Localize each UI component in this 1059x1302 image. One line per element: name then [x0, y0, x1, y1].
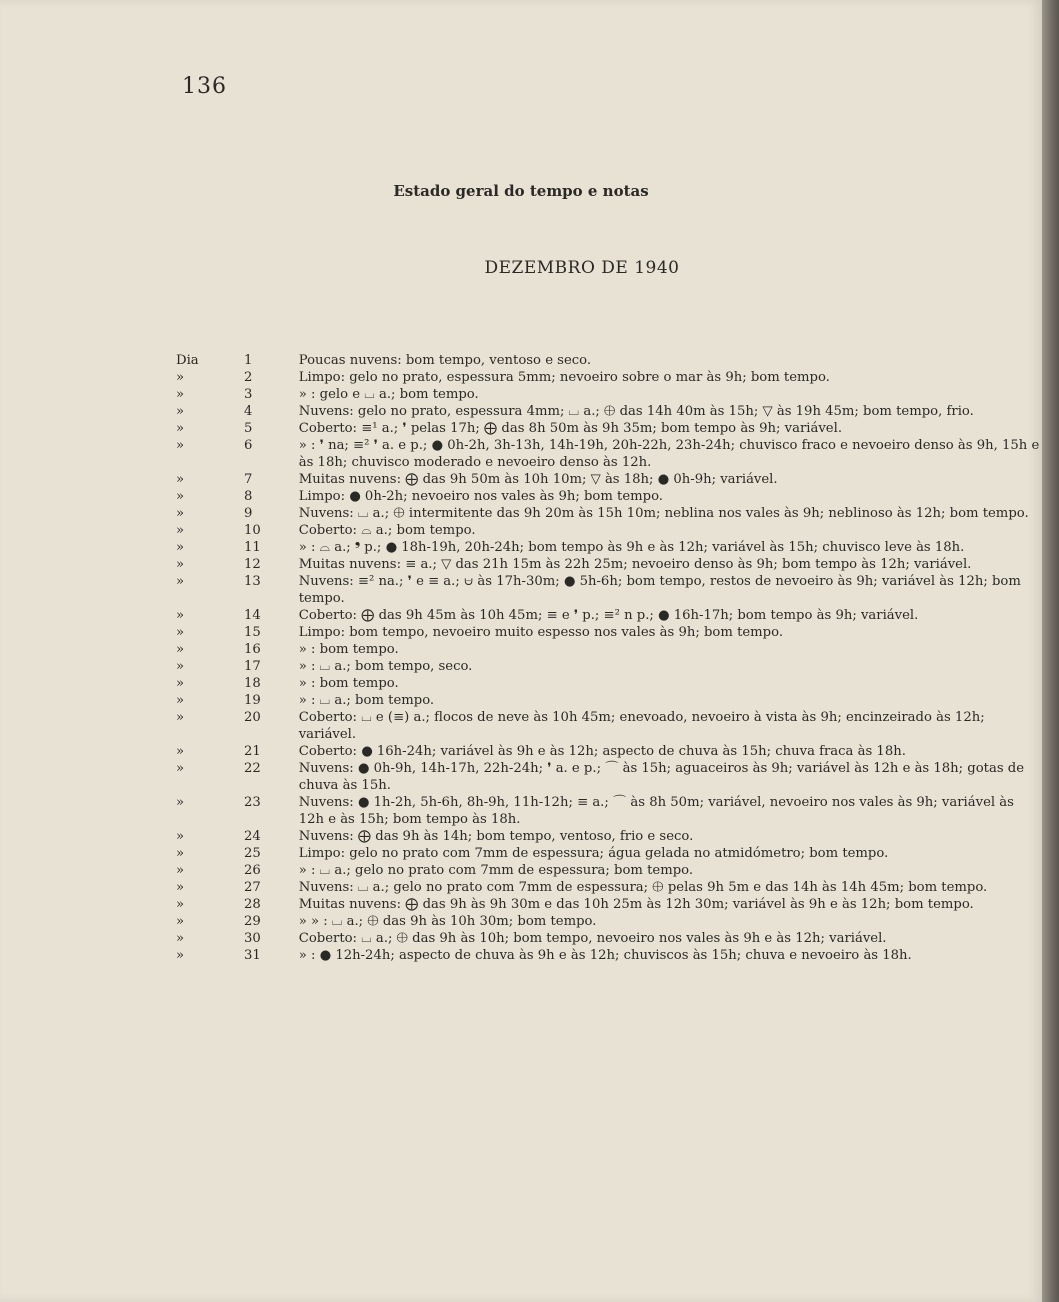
ditto-mark: » [176, 540, 185, 555]
day-number: 17 [244, 659, 261, 674]
day-weather-note: » : ⌴ a.; gelo no prato com 7mm de espessura; bom tempo. [298, 863, 694, 878]
ditto-mark: » [176, 846, 185, 861]
day-row [176, 658, 1042, 675]
ditto-mark: » [176, 914, 185, 929]
ditto-mark: » [176, 489, 185, 504]
day-weather-note: Limpo: bom tempo, nevoeiro muito espesso nos vales às 9h; bom tempo. [298, 625, 784, 640]
day-row [176, 471, 1042, 488]
ditto-mark: » [176, 676, 185, 691]
day-weather-note: Coberto: ≡¹ a.; ❜ pelas 17h; ⨁ das 8h 50m às 9h 35m; bom tempo às 9h; variável. [298, 421, 843, 436]
day-weather-note: Nuvens: gelo no prato, espessura 4mm; ⌴ a.; ⨁ das 14h 40m às 15h; ▽ às 19h 45m; bom tempo, frio. [298, 404, 974, 419]
day-weather-note: Nuvens: ⌴ a.; ⨁ intermitente das 9h 20m às 15h 10m; neblina nos vales às 9h; neblinoso às 12h; bom tempo. [298, 506, 1029, 521]
ditto-mark: » [176, 625, 185, 640]
ditto-mark: » [176, 506, 185, 521]
day-row [176, 369, 1042, 386]
day-row [176, 709, 1042, 743]
ditto-mark: » [176, 693, 185, 708]
day-weather-note: Limpo: ● 0h-2h; nevoeiro nos vales às 9h; bom tempo. [298, 489, 663, 504]
page-edge-shadow [1042, 0, 1059, 1302]
day-number: 14 [244, 608, 261, 623]
day-number: 11 [244, 540, 261, 555]
day-weather-note: Coberto: ⨁ das 9h 45m às 10h 45m; ≡ e ❜ p.; ≡² n p.; ● 16h-17h; bom tempo às 9h; variável. [298, 608, 919, 623]
ditto-mark: » [176, 948, 185, 963]
day-number: 22 [244, 761, 261, 776]
ditto-mark: » [176, 761, 185, 776]
day-weather-note: » : bom tempo. [298, 642, 399, 657]
day-weather-note: » » : ⌴ a.; ⨁ das 9h às 10h 30m; bom tempo. [298, 914, 597, 929]
ditto-mark: » [176, 574, 185, 589]
day-number: 19 [244, 693, 261, 708]
day-row [176, 505, 1042, 522]
day-row [176, 794, 1042, 828]
day-row [176, 573, 1042, 607]
day-row [176, 845, 1042, 862]
day-number: 27 [244, 880, 261, 895]
day-number: 30 [244, 931, 261, 946]
day-weather-note: » : ❜ na; ≡² ❜ a. e p.; ● 0h-2h, 3h-13h, 14h-19h, 20h-22h, 23h-24h; chuvisco fraco e nevoeiro denso às 9h, 15h e às 18h; chuvisco moderado e nevoeiro denso às 12h. [298, 438, 1040, 470]
day-row [176, 556, 1042, 573]
day-row [176, 522, 1042, 539]
ditto-mark: » [176, 404, 185, 419]
ditto-mark: » [176, 863, 185, 878]
day-number: 5 [244, 421, 253, 436]
day-row [176, 607, 1042, 624]
ditto-mark: » [176, 642, 185, 657]
ditto-mark: » [176, 897, 185, 912]
day-weather-note: » : bom tempo. [298, 676, 399, 691]
day-number: 7 [244, 472, 253, 487]
daily-weather-table [176, 352, 1042, 964]
day-weather-note: Coberto: ● 16h-24h; variável às 9h e às 12h; aspecto de chuva às 15h; chuva fraca às 18h. [298, 744, 906, 759]
day-row [176, 437, 1042, 471]
day-weather-note: » : ● 12h-24h; aspecto de chuva às 9h e às 12h; chuviscos às 15h; chuva e nevoeiro às 18h. [298, 948, 912, 963]
day-weather-note: Nuvens: ⨁ das 9h às 14h; bom tempo, ventoso, frio e seco. [298, 829, 694, 844]
day-weather-note: Muitas nuvens: ⨁ das 9h 50m às 10h 10m; ▽ às 18h; ● 0h-9h; variável. [298, 472, 778, 487]
day-weather-note: » : gelo e ⌴ a.; bom tempo. [298, 387, 479, 402]
page-number: 136 [182, 74, 227, 99]
day-row [176, 403, 1042, 420]
ditto-mark: » [176, 421, 185, 436]
day-number: 3 [244, 387, 253, 402]
ditto-mark: » [176, 710, 185, 725]
day-weather-note: » : ⌴ a.; bom tempo. [298, 693, 435, 708]
day-weather-note: » : ⌓ a.; ❜ p.; ● 18h-19h, 20h-24h; bom tempo às 9h e às 12h; variável às 15h; chuvisco leve às 18h. [298, 540, 965, 555]
day-row [176, 624, 1042, 641]
day-number: 28 [244, 897, 261, 912]
ditto-mark: » [176, 608, 185, 623]
ditto-mark: » [176, 795, 185, 810]
day-number: 4 [244, 404, 253, 419]
day-row [176, 488, 1042, 505]
day-row [176, 692, 1042, 709]
day-number: 1 [244, 353, 253, 368]
day-number: 29 [244, 914, 261, 929]
ditto-mark: » [176, 931, 185, 946]
day-weather-note: Nuvens: ● 0h-9h, 14h-17h, 22h-24h; ❜ a. e p.; ⌒ às 15h; aguaceiros às 9h; variável às 12h e às 18h; gotas de chuva às 15h. [298, 761, 1025, 793]
day-number: 2 [244, 370, 253, 385]
page-title: Estado geral do tempo e notas [393, 182, 649, 200]
day-row [176, 862, 1042, 879]
day-number: 21 [244, 744, 261, 759]
day-weather-note: Nuvens: ● 1h-2h, 5h-6h, 8h-9h, 11h-12h; ≡ a.; ⌒ às 8h 50m; variável, nevoeiro nos vales às 9h; variável às 12h e às 15h; bom tempo às 18h. [298, 795, 1014, 827]
day-number: 10 [244, 523, 261, 538]
day-number: 26 [244, 863, 261, 878]
day-row [176, 879, 1042, 896]
day-number: 24 [244, 829, 261, 844]
day-weather-note: Nuvens: ⌴ a.; gelo no prato com 7mm de espessura; ⨁ pelas 9h 5m e das 14h às 14h 45m; bom tempo. [298, 880, 988, 895]
day-row [176, 420, 1042, 437]
day-row [176, 641, 1042, 658]
day-number: 8 [244, 489, 253, 504]
day-row [176, 539, 1042, 556]
day-weather-note: Limpo: gelo no prato com 7mm de espessura; água gelada no atmidómetro; bom tempo. [298, 846, 889, 861]
day-weather-note: Coberto: ⌓ a.; bom tempo. [298, 523, 476, 538]
ditto-mark: » [176, 370, 185, 385]
ditto-mark: » [176, 523, 185, 538]
daily-weather-rows [176, 352, 1042, 964]
day-row [176, 828, 1042, 845]
day-weather-note: Nuvens: ≡² na.; ❜ e ≡ a.; ⩁ às 17h-30m; ● 5h-6h; bom tempo, restos de nevoeiro às 9h; variável às 12h; bom tempo. [298, 574, 1021, 606]
day-number: 20 [244, 710, 261, 725]
day-weather-note: Limpo: gelo no prato, espessura 5mm; nevoeiro sobre o mar às 9h; bom tempo. [298, 370, 830, 385]
month-heading: DEZEMBRO DE 1940 [484, 258, 680, 278]
day-number: 16 [244, 642, 261, 657]
day-number: 23 [244, 795, 261, 810]
day-row [176, 947, 1042, 964]
day-number: 12 [244, 557, 261, 572]
day-weather-note: Muitas nuvens: ⨁ das 9h às 9h 30m e das 10h 25m às 12h 30m; variável às 9h e às 12h; bom tempo. [298, 897, 974, 912]
day-number: 25 [244, 846, 261, 861]
day-weather-note: Coberto: ⌴ e (≡) a.; flocos de neve às 10h 45m; enevoado, nevoeiro à vista às 9h; encinzeirado às 12h; variável. [298, 710, 985, 742]
ditto-mark: » [176, 659, 185, 674]
day-weather-note: » : ⌴ a.; bom tempo, seco. [298, 659, 473, 674]
day-row [176, 913, 1042, 930]
ditto-mark: » [176, 744, 185, 759]
ditto-mark: » [176, 438, 185, 453]
day-number: 6 [244, 438, 253, 453]
day-weather-note: Muitas nuvens: ≡ a.; ▽ das 21h 15m às 22h 25m; nevoeiro denso às 9h; bom tempo às 12h; variável. [298, 557, 972, 572]
day-row [176, 930, 1042, 947]
day-row [176, 743, 1042, 760]
ditto-mark: » [176, 387, 185, 402]
day-row [176, 386, 1042, 403]
day-row [176, 675, 1042, 692]
ditto-mark: » [176, 880, 185, 895]
day-row [176, 760, 1042, 794]
ditto-mark: » [176, 472, 185, 487]
day-number: 13 [244, 574, 261, 589]
day-row [176, 896, 1042, 913]
day-number: 18 [244, 676, 261, 691]
day-row [176, 352, 1042, 369]
day-weather-note: Poucas nuvens: bom tempo, ventoso e seco. [298, 353, 592, 368]
day-weather-note: Coberto: ⌴ a.; ⨁ das 9h às 10h; bom tempo, nevoeiro nos vales às 9h e às 12h; variável. [298, 931, 887, 946]
ditto-mark: » [176, 557, 185, 572]
day-column-label: Dia [176, 353, 199, 368]
day-number: 31 [244, 948, 261, 963]
day-number: 9 [244, 506, 253, 521]
ditto-mark: » [176, 829, 185, 844]
day-number: 15 [244, 625, 261, 640]
